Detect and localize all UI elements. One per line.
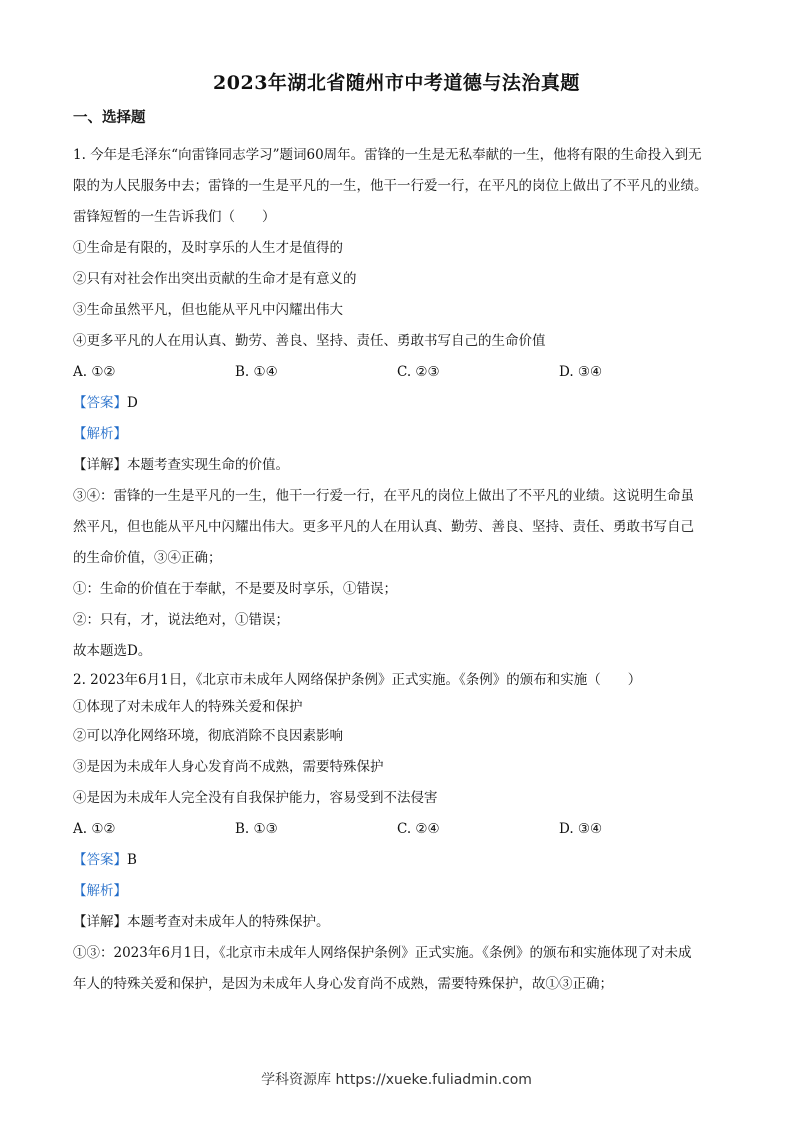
section-heading: 一、选择题: [73, 109, 146, 126]
q2-analysis: [73, 876, 728, 907]
q1-option-b: B. ①④: [235, 364, 278, 380]
q2-options: [73, 814, 728, 845]
q1-stem-line: 1. 今年是毛泽东“向雷锋同志学习”题词60周年。雷锋的一生是无私奉献的一生，他将有限的生命投入到无: [73, 147, 702, 163]
q2-explain-line: ①③：2023年6月1日，《北京市未成年人网络保护条例》正式实施。《条例》的颁布和实施体现了对未成: [73, 945, 692, 961]
q1-explain-line: 然平凡，但也能从平凡中闪耀出伟大。更多平凡的人在用认真、勤劳、善良、坚持、责任、勇敢书写自己: [73, 519, 694, 535]
q1-analysis: [73, 419, 728, 450]
q1-stem-line: 限的为人民服务中去；雷锋的一生是平凡的一生，他干一行爱一行，在平凡的岗位上做出了不平凡的业绩。: [73, 178, 708, 194]
q1-explain-line: ②：只有，才，说法绝对，①错误；: [73, 612, 289, 628]
q1-option-c: C. ②③: [397, 364, 440, 380]
answer-value: B: [127, 852, 137, 868]
q2-option-b: B. ①③: [235, 821, 278, 837]
document-body: [73, 140, 728, 1000]
detail-tag: 【详解】: [73, 914, 127, 930]
q1-explain-line: 故本题选D。: [73, 643, 152, 659]
q1-answer: [73, 388, 728, 419]
q2-stem: 2. 2023年6月1日，《北京市未成年人网络保护条例》正式实施。《条例》的颁布和实施（ ）: [73, 672, 642, 688]
detail-tag: 【详解】: [73, 457, 127, 473]
q2-item: ④是因为未成年人完全没有自我保护能力，容易受到不法侵害: [73, 790, 438, 806]
q2-item: ①体现了对未成年人的特殊关爱和保护: [73, 699, 303, 715]
page-title: 2023年湖北省随州市中考道德与法治真题: [213, 72, 580, 94]
q1-explain-line: ①：生命的价值在于奉献，不是要及时享乐，①错误；: [73, 581, 397, 597]
detail-text: 本题考查对未成年人的特殊保护。: [127, 914, 330, 930]
analysis-tag: 【解析】: [73, 426, 127, 442]
q1-item: ②只有对社会作出突出贡献的生命才是有意义的: [73, 271, 357, 287]
q2-answer: [73, 845, 728, 876]
q1-option-d: D. ③④: [559, 364, 603, 380]
q1-option-a: A. ①②: [73, 364, 116, 380]
q2-option-c: C. ②④: [397, 821, 440, 837]
answer-tag: 【答案】: [73, 852, 127, 868]
q2-detail: [73, 907, 728, 938]
q1-item: ①生命是有限的，及时享乐的人生才是值得的: [73, 240, 343, 256]
q2-item: ②可以净化网络环境，彻底消除不良因素影响: [73, 728, 343, 744]
question-2: [73, 667, 728, 1000]
q1-stem-line: 雷锋短暂的一生告诉我们（ ）: [73, 209, 276, 225]
q1-item: ④更多平凡的人在用认真、勤劳、善良、坚持、责任、勇敢书写自己的生命价值: [73, 333, 546, 349]
q1-options: [73, 357, 728, 388]
analysis-tag: 【解析】: [73, 883, 127, 899]
q1-detail: [73, 450, 728, 481]
detail-text: 本题考查实现生命的价值。: [127, 457, 289, 473]
q2-option-d: D. ③④: [559, 821, 603, 837]
q1-explain-line: 的生命价值，③④正确；: [73, 550, 222, 566]
question-1: [73, 140, 728, 667]
q2-item: ③是因为未成年人身心发育尚不成熟，需要特殊保护: [73, 759, 384, 775]
answer-tag: 【答案】: [73, 395, 127, 411]
q2-option-a: A. ①②: [73, 821, 116, 837]
q1-explain-line: ③④：雷锋的一生是平凡的一生，他干一行爱一行，在平凡的岗位上做出了不平凡的业绩。这说明生命虽: [73, 488, 694, 504]
q2-explain-line: 年人的特殊关爱和保护，是因为未成年人身心发育尚不成熟，需要特殊保护，故①③正确；: [73, 976, 613, 992]
answer-value: D: [127, 395, 138, 411]
q1-item: ③生命虽然平凡，但也能从平凡中闪耀出伟大: [73, 302, 343, 318]
footer-watermark: 学科资源库 https://xueke.fuliadmin.com: [261, 1072, 532, 1088]
